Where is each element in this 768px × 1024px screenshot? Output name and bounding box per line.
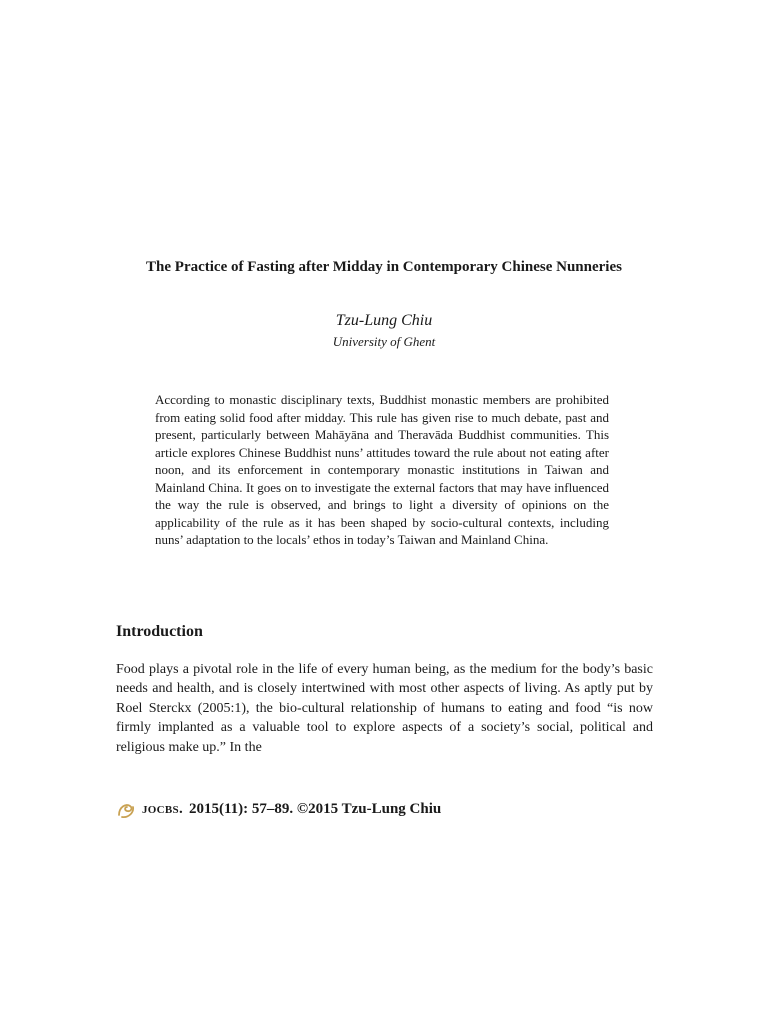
journal-footer: [116, 798, 441, 820]
author-name: Tzu-Lung Chiu: [335, 312, 433, 329]
journal-logo-icon: [116, 799, 136, 819]
article-title: The Practice of Fasting after Midday in Contemporary Chinese Nunneries: [146, 259, 622, 275]
author-affiliation: University of Ghent: [332, 334, 436, 349]
journal-name: jocbs.: [142, 800, 184, 817]
citation-info: 2015(11): 57–89. ©2015 Tzu-Lung Chiu: [189, 800, 442, 817]
abstract-text: According to monastic disciplinary texts, Buddhist monastic members are prohibited from eating solid food after midday. This rule has given rise to much debate, past and present, particularly between Mahāyāna and Theravāda Buddhist communities. This article explores Chinese Buddhist nuns’ attitudes toward the rule about not eating after noon, and its enforcement in contemporary monastic institutions in Taiwan and Mainland China. It goes on to investigate the external factors that may have influenced the way the rule is observed, and brings to light a diversity of opinions on the applicability of the rule as it has been shaped by socio-cultural contexts, including nuns’ adaptation to the locals’ ethos in today’s Taiwan and Mainland China.: [155, 392, 609, 547]
section-heading-introduction: Introduction: [116, 623, 203, 640]
introduction-paragraph: Food plays a pivotal role in the life of every human being, as the medium for the body’s basic needs and health, and is closely intertwined with most other aspects of living. As aptly put by Roel Sterckx (2005:1), the bio-cultural relationship of humans to eating and food “is now firmly implanted as a valuable tool to explore aspects of a society’s social, political and religious make up.” In the: [116, 662, 653, 755]
